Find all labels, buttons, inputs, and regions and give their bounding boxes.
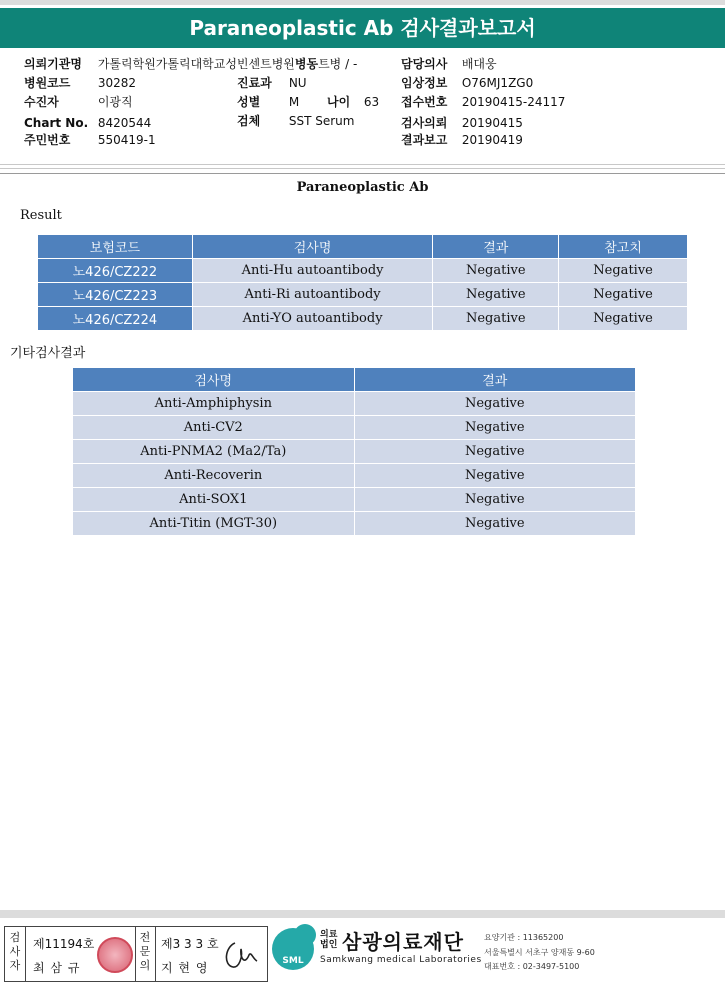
table-row xyxy=(73,464,636,488)
patient-value: 이광직 xyxy=(97,95,133,109)
org-prefix xyxy=(320,930,337,950)
specimen-row xyxy=(237,112,354,130)
table-row xyxy=(38,307,688,331)
result-table xyxy=(37,234,688,331)
test-name-cell: Anti-PNMA2 (Ma2/Ta) xyxy=(73,440,355,464)
test-name-cell: Anti-CV2 xyxy=(73,416,355,440)
request-date-value: 20190415 xyxy=(461,116,523,130)
chart-row xyxy=(24,114,151,132)
org-address: 서울특별시 서초구 양재동 9-60 xyxy=(484,948,595,957)
insurance-code-cell: 노426/CZ223 xyxy=(38,283,193,307)
table-row xyxy=(38,259,688,283)
sex-value: M xyxy=(288,95,300,109)
divider-mid xyxy=(0,168,725,169)
org-phone: 대표번호 : 02-3497-5100 xyxy=(484,962,580,971)
footer-border xyxy=(0,910,725,918)
org-prefix-line-2: 법인 xyxy=(320,940,338,950)
sex-row xyxy=(237,93,299,111)
confirmer-label: 전문의 xyxy=(139,931,151,972)
chart-value: 8420544 xyxy=(97,116,152,130)
chart-label: Chart No. xyxy=(24,116,89,130)
result-cell: Negative xyxy=(354,392,635,416)
header-insurance-code: 보험코드 xyxy=(38,235,193,259)
result-cell: Negative xyxy=(354,440,635,464)
result-cell: Negative xyxy=(433,307,559,331)
confirmer-name: 지 현 영 xyxy=(161,961,209,975)
sig-divider xyxy=(25,927,26,981)
test-name-cell: Anti-Ri autoantibody xyxy=(192,283,433,307)
top-border xyxy=(0,0,725,5)
result-cell: Negative xyxy=(354,464,635,488)
other-results-label: 기타검사결과 xyxy=(10,346,86,361)
institution-value: 가톨릭학원가톨릭대학교성빈센트병원 xyxy=(97,57,295,71)
header-result: 결과 xyxy=(354,368,635,392)
institution-row xyxy=(24,55,357,73)
doctor-row xyxy=(401,55,497,73)
test-name-cell: Anti-Amphiphysin xyxy=(73,392,355,416)
reference-cell: Negative xyxy=(559,307,688,331)
signature-icon xyxy=(221,937,261,973)
reference-cell: Negative xyxy=(559,259,688,283)
specimen-value: SST Serum xyxy=(288,114,355,128)
result-cell: Negative xyxy=(433,259,559,283)
table-row xyxy=(73,512,636,536)
institution-label: 의뢰기관명 xyxy=(24,57,82,71)
sig-divider xyxy=(155,927,156,981)
org-name-en: Samkwang medical Laboratories xyxy=(320,955,482,965)
age-value: 63 xyxy=(363,95,380,109)
id-no-label: 주민번호 xyxy=(24,133,71,147)
hospital-code-label: 병원코드 xyxy=(24,76,71,90)
request-date-row xyxy=(401,114,523,132)
accession-value: 20190415-24117 xyxy=(461,95,566,109)
age-label: 나이 xyxy=(327,95,351,109)
seal-stamp xyxy=(97,937,133,973)
org-code: 요양기관 : 11365200 xyxy=(484,933,564,942)
confirmer-number: 제3 3 3 호 xyxy=(161,937,219,951)
result-cell: Negative xyxy=(354,416,635,440)
divider-bottom xyxy=(0,173,725,174)
logo-icon: SML xyxy=(272,928,314,970)
table-row xyxy=(73,440,636,464)
table-row xyxy=(73,488,636,512)
clinical-value: O76MJ1ZG0 xyxy=(461,76,534,90)
header-reference: 참고치 xyxy=(559,235,688,259)
examiner-label: 검사자 xyxy=(9,931,21,972)
report-date-label: 결과보고 xyxy=(401,133,448,147)
report-footer xyxy=(0,910,725,991)
header-test-name: 검사명 xyxy=(192,235,433,259)
org-prefix-line-1: 의료 xyxy=(320,930,338,940)
other-results-table xyxy=(72,367,636,536)
accession-label: 접수번호 xyxy=(401,95,448,109)
specimen-label: 검체 xyxy=(237,114,261,128)
clinical-row xyxy=(401,74,533,92)
insurance-code-cell: 노426/CZ224 xyxy=(38,307,193,331)
table-row xyxy=(73,392,636,416)
id-no-row xyxy=(24,131,156,149)
header-result: 결과 xyxy=(433,235,559,259)
other-table-header xyxy=(73,368,636,392)
ward-label: 병동 xyxy=(294,57,319,71)
examiner-number: 제11194호 xyxy=(33,937,95,951)
signature-box xyxy=(4,926,268,982)
result-cell: Negative xyxy=(433,283,559,307)
examiner-name: 최 삼 규 xyxy=(33,961,81,975)
request-date-label: 검사의뢰 xyxy=(401,116,448,130)
test-name-cell: Anti-YO autoantibody xyxy=(192,307,433,331)
table-row xyxy=(38,283,688,307)
result-cell: Negative xyxy=(354,488,635,512)
table-row xyxy=(73,416,636,440)
report-date-value: 20190419 xyxy=(461,133,523,147)
section-title: Paraneoplastic Ab xyxy=(296,180,429,195)
report-title: Paraneoplastic Ab 검사결과보고서 xyxy=(0,8,725,48)
result-table-header xyxy=(38,235,688,259)
divider-top xyxy=(0,164,725,165)
test-name-cell: Anti-Titin (MGT-30) xyxy=(73,512,355,536)
dept-value: NU xyxy=(288,76,307,90)
clinical-label: 임상정보 xyxy=(401,76,448,90)
patient-row xyxy=(24,93,133,111)
patient-label: 수진자 xyxy=(24,95,59,109)
doctor-label: 담당의사 xyxy=(401,57,448,71)
sig-divider xyxy=(135,927,136,981)
ward-value: 트병 / - xyxy=(318,57,358,71)
test-name-cell: Anti-Hu autoantibody xyxy=(192,259,433,283)
insurance-code-cell: 노426/CZ222 xyxy=(38,259,193,283)
dept-row xyxy=(237,74,307,92)
dept-label: 진료과 xyxy=(237,76,272,90)
sex-label: 성별 xyxy=(237,95,261,109)
accession-row xyxy=(401,93,565,111)
test-name-cell: Anti-SOX1 xyxy=(73,488,355,512)
id-no-value: 550419-1 xyxy=(97,133,156,147)
header-test-name: 검사명 xyxy=(73,368,355,392)
reference-cell: Negative xyxy=(559,283,688,307)
hospital-code-value: 30282 xyxy=(97,76,137,90)
report-date-row xyxy=(401,131,523,149)
test-name-cell: Anti-Recoverin xyxy=(73,464,355,488)
age-row xyxy=(327,93,379,111)
doctor-value: 배대웅 xyxy=(461,57,497,71)
result-label: Result xyxy=(20,208,62,223)
org-name: 삼광의료재단 xyxy=(342,930,464,954)
hospital-code-row xyxy=(24,74,136,92)
result-cell: Negative xyxy=(354,512,635,536)
